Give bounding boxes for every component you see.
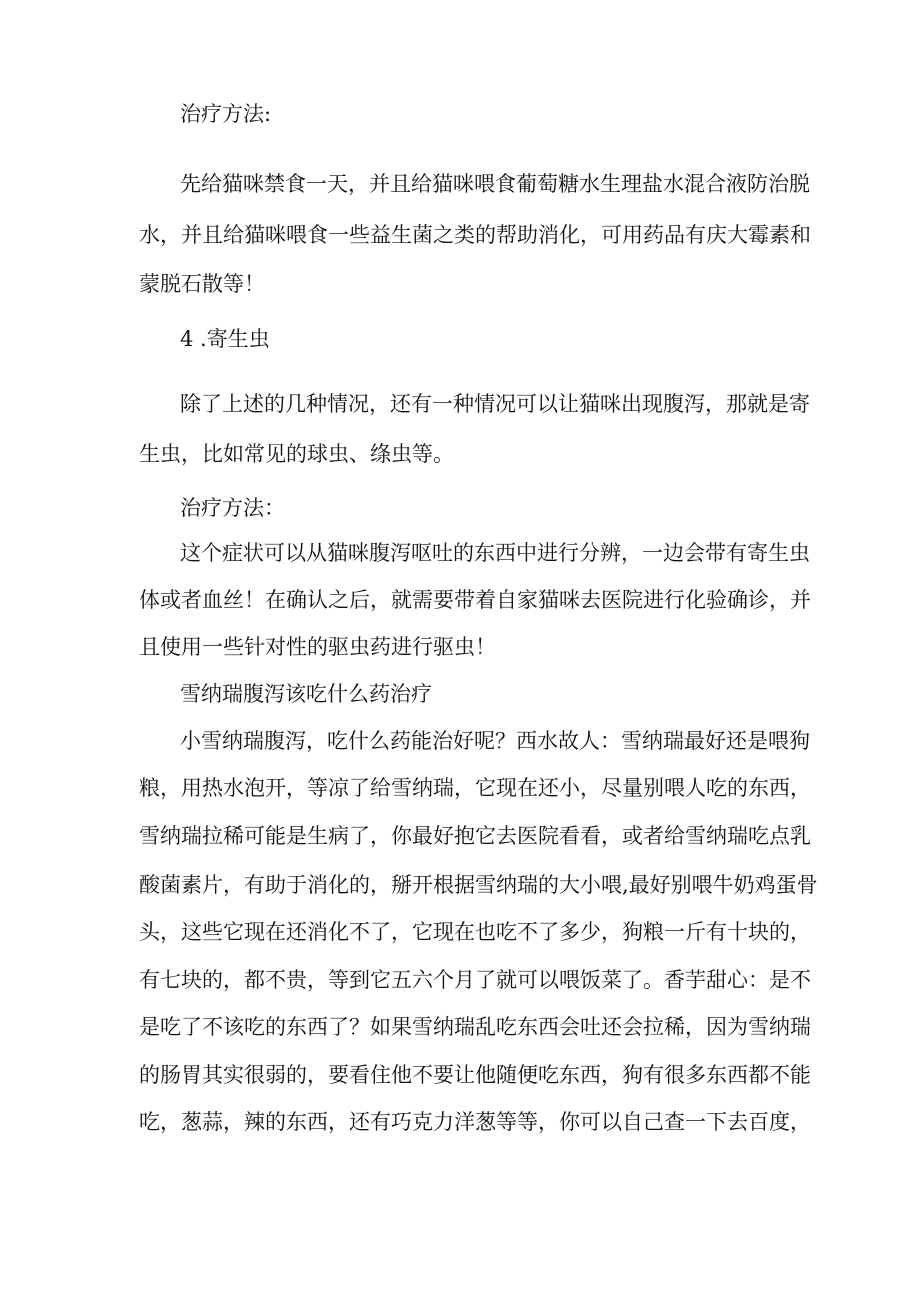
paragraph-line: 粮，用热水泡开，等凉了给雪纳瑞，它现在还小，尽量别喂人吃的东西， [139,776,811,800]
paragraph-line: 小雪纳瑞腹泻，吃什么药能治好呢？西水故人：雪纳瑞最好还是喂狗 [180,729,810,753]
paragraph-line: 且使用一些针对性的驱虫药进行驱虫！ [139,635,496,659]
paragraph-line: 头，这些它现在还消化不了，它现在也吃不了多少，狗粮一斤有十块的， [139,920,811,944]
paragraph-line: 酸菌素片，有助于消化的，掰开根据雪纳瑞的大小喂,最好别喂牛奶鸡蛋骨 [139,873,818,897]
paragraph-line: 水，并且给猫咪喂食一些益生菌之类的帮助消化，可用药品有庆大霉素和 [139,223,811,247]
paragraph-line: 的肠胃其实很弱的，要看住他不要让他随便吃东西，狗有很多东西都不能 [139,1063,811,1087]
paragraph-line: 体或者血丝！在确认之后，就需要带着自家猫咪去医院进行化验确诊，并 [139,588,811,612]
paragraph-line: 雪纳瑞拉稀可能是生病了，你最好抱它去医院看看，或者给雪纳瑞吃点乳 [139,824,811,848]
heading-treatment-method-1: 治疗方法: [180,102,272,126]
heading-parasite: 4 .寄生虫 [180,327,270,351]
paragraph-line: 先给猫咪禁食一天，并且给猫咪喂食葡萄糖水生理盐水混合液防治脱 [180,172,810,196]
heading-treatment-method-2: 治疗方法： [180,496,285,520]
heading-schnauzer-diarrhea: 雪纳瑞腹泻该吃什么药治疗 [180,682,432,706]
paragraph-line: 生虫，比如常见的球虫、绦虫等。 [139,442,454,466]
paragraph-line: 这个症状可以从猫咪腹泻呕吐的东西中进行分辨，一边会带有寄生虫 [180,541,810,565]
paragraph-line: 蒙脱石散等！ [139,272,265,296]
paragraph-line: 有七块的，都不贵，等到它五六个月了就可以喂饭菜了。香芋甜心：是不 [139,968,811,992]
paragraph-line: 除了上述的几种情况，还有一种情况可以让猫咪出现腹泻，那就是寄 [180,392,810,416]
paragraph-line: 吃，葱蒜，辣的东西，还有巧克力洋葱等等，你可以自己查一下去百度， [139,1110,811,1134]
paragraph-line: 是吃了不该吃的东西了？如果雪纳瑞乱吃东西会吐还会拉稀，因为雪纳瑞 [139,1015,811,1039]
